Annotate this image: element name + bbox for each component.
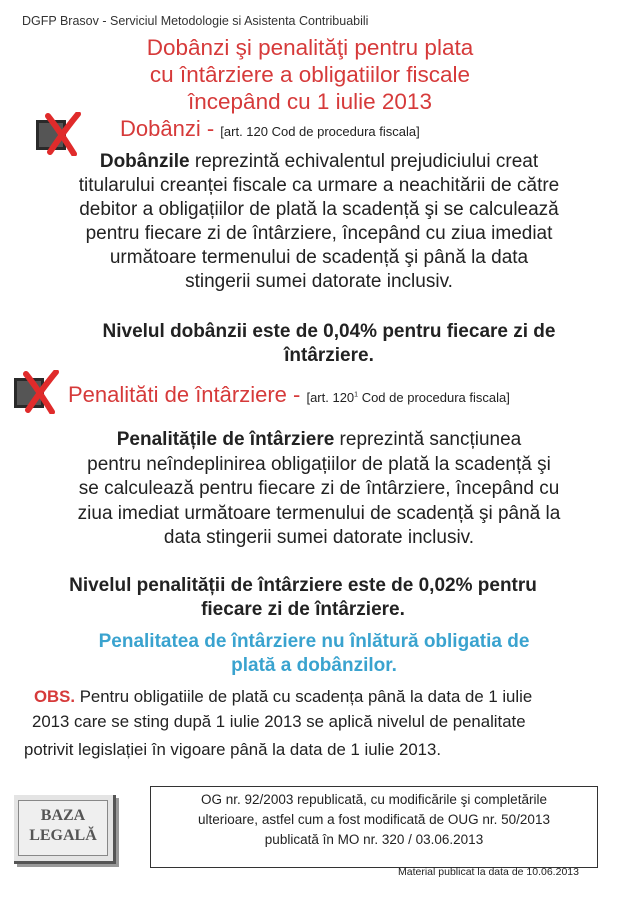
legal-base-line-3: publicată în MO nr. 320 / 03.06.2013 [264,832,484,847]
obs-label: OBS. [34,687,76,706]
dobanzi-line-2: titularului creanței fiscale ca urmare a neachitării de către [78,175,560,196]
section-penalitati-reference: [art. $120^1$ Cod de procedura fiscala] [306,390,510,405]
stamp-line-1: BAZA [40,807,86,824]
obs-line-2: 2013 care se sting după 1 iulie 2013 se aplică nivelul de penalitate [32,712,526,731]
section-dobanzi-paragraph [10,150,628,294]
penalitati-line-2: pentru neîndeplinirea obligațiilor de plată la scadență şi [87,453,551,475]
penalitati-line-3: se calculează pentru fiecare zi de întârziere, începând cu [78,478,560,499]
penalitati-line-4: ziua imediat următoare termenului de scadență şi până la [77,502,561,524]
obs-line-1: Pentru obligatiile de plată cu scadența până la data de 1 iulie [75,687,533,706]
penalitati-line-5: data stingerii sumei datorate inclusiv. [163,527,475,548]
title-line-3: începând cu 1 iulie 2013 [188,89,432,114]
penalitati-level-line-1: Nivelul penalității de întârziere este de 0,02% pentru [69,575,537,596]
dobanzi-line-5: următoare termenului de scadență şi până la data [109,247,529,268]
penalitati-line-1: reprezintă sancțiunea [334,429,522,450]
dobanzi-line-1: reprezintă echivalentul prejudiciului creat [189,151,539,172]
dobanzi-line-4: pentru fiecare zi de întârziere, începând cu ziua imediat [85,223,553,244]
legal-base-line-1: OG nr. 92/2003 republicată, cu modificările şi completările [201,792,547,807]
penalitati-level-line-2: fiecare zi de întârziere. [201,599,405,620]
section-penalitati-paragraph [0,428,638,551]
obs-line-3: potrivit legislației în vigoare până la data de 1 iulie 2013. [24,740,442,759]
page-header: DGFP Brasov - Serviciul Metodologie si Asistenta Contribuabili [22,14,369,28]
dobanzi-level-line-1: Nivelul dobânzii este de 0,04% pentru fiecare zi de [102,321,556,342]
publication-date: Material publicat la data de 10.06.2013 [398,866,579,878]
obs-note [34,684,532,709]
dobanzi-level-line-2: întârziere. [284,345,374,366]
dobanzi-line-3: debitor a obligațiilor de plată la scadență şi se calculează [79,199,559,220]
dobanzi-level [10,320,638,368]
section-dobanzi-title: Dobânzi - [120,116,221,141]
section-penalitati-heading [68,382,510,408]
section-dobanzi-heading [120,116,420,142]
dobanzi-term: Dobânzile [99,151,190,172]
checkbox-x-icon [12,370,68,414]
title-line-1: Dobânzi şi penalităţi pentru plata [146,35,474,60]
legal-base-line-2: ulterioare, astfel cum a fost modificată de OUG nr. 50/2013 [198,812,550,827]
stamp-line-2: LEGALĂ [29,827,97,844]
penalitati-note-line-1: Penalitatea de întârziere nu înlătură obligatia de [98,631,530,652]
penalitati-level [0,574,606,622]
penalitati-note [0,630,628,678]
penalitati-term: Penalitățile de întârziere [116,429,335,450]
title-line-2: cu întârziere a obligatiilor fiscale [149,62,471,87]
legal-base-stamp [14,795,116,864]
section-dobanzi-reference: [art. 120 Cod de procedura fiscala] [220,124,420,139]
legal-base-box [150,786,598,868]
penalitati-note-line-2: plată a dobânzilor. [231,655,397,676]
dobanzi-line-6: stingerii sumei datorate inclusiv. [185,271,453,292]
page-title [60,34,560,115]
section-penalitati-title: Penalităti de întârziere - [68,382,307,407]
